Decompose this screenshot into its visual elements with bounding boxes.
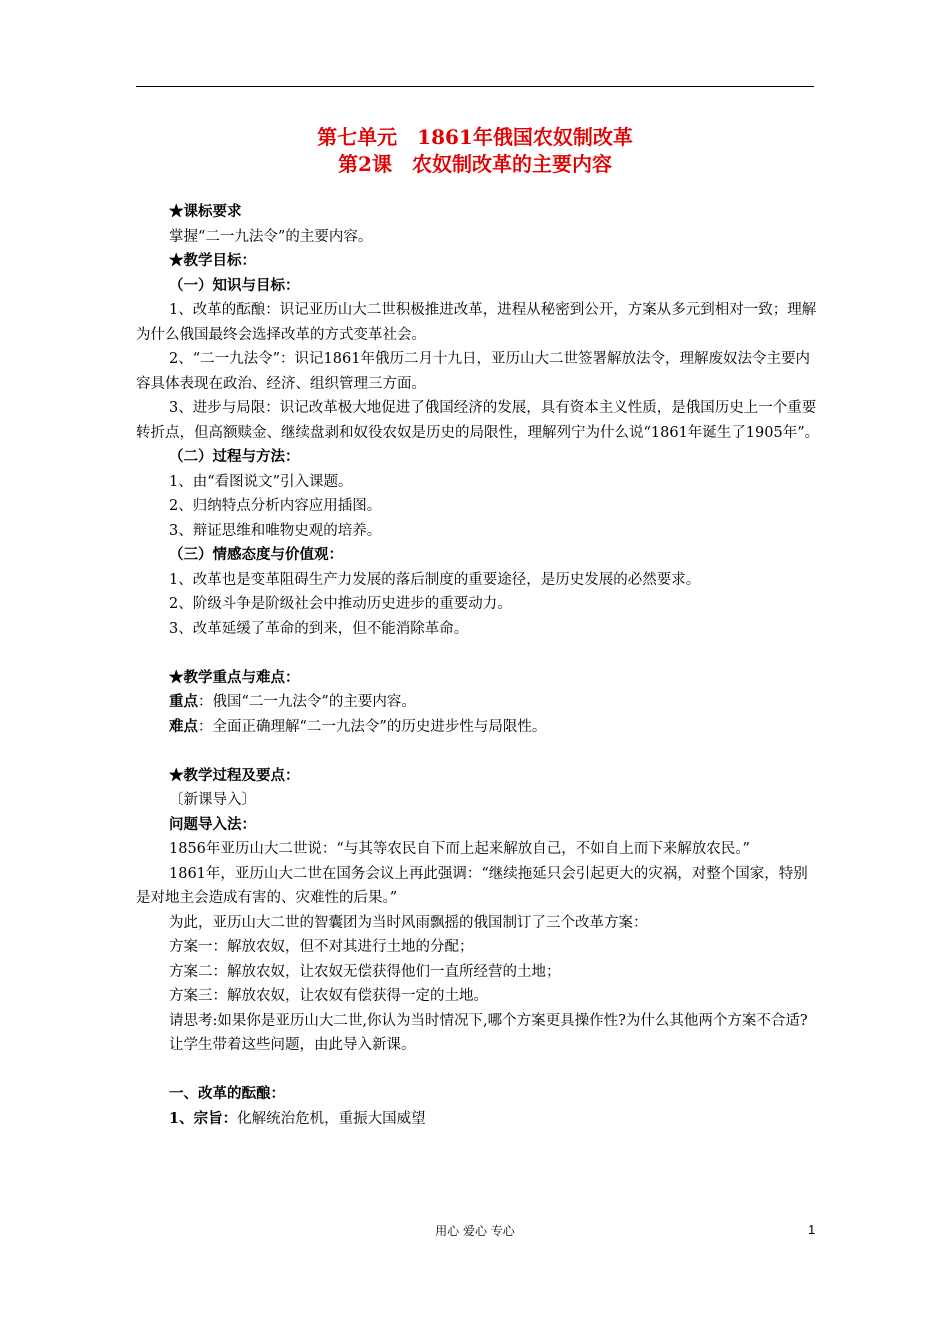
subheading-knowledge: （一）知识与目标： [169,276,300,294]
subheading-process: （二）过程与方法： [169,448,300,465]
section-heading-goals: ★教学目标： [169,252,256,269]
method-label: 问题导入法： [169,815,256,833]
plan-item: 方案二：解放农奴，让农奴无偿获得他们一直所经营的土地； [169,963,561,980]
key-text: ：俄国“二一九法令”的主要内容。 [198,694,416,710]
paragraph: 2、“二一九法令”：识记1861年俄历二月十九日，亚历山大二世签署解放法令，理解废奴法令主要内容具体表现在政治、经济、组织管理三方面。 [136,351,810,392]
difficult-point [136,715,820,740]
difficult-label: 难点 [169,717,198,735]
paragraph: 掌握“二一九法令”的主要内容。 [169,228,373,245]
paragraph: 请思考:如果你是亚历山大二世,你认为当时情况下,哪个方案更具操作性?为什么其他两个方案不合适? [169,1012,808,1029]
purpose-label: 1、宗旨： [169,1109,238,1127]
spacer [136,739,820,764]
paragraph: 为此，亚历山大二世的智囊团为当时风雨飘摇的俄国制订了三个改革方案： [169,914,648,931]
paragraph: 1、由“看图说文”引入课题。 [169,473,353,490]
subheading-values: （三）情感态度与价值观： [169,546,343,563]
paragraph: 1、改革也是变革阻碍生产力发展的落后制度的重要途径，是历史发展的必然要求。 [169,571,701,588]
page-number: 1 [808,1222,816,1237]
spacer [136,641,820,666]
paragraph [136,1107,820,1132]
purpose-text: 化解统治危机，重振大国威望 [237,1110,426,1127]
paragraph: 2、归纳特点分析内容应用插图。 [169,498,382,514]
header-rule [136,86,814,87]
page-footer: 用心 爱心 专心 [435,1224,515,1238]
section-heading-reform: 一、改革的酝酿： [169,1085,285,1102]
spacer [136,1058,820,1083]
paragraph: 1861年，亚历山大二世在国务会议上再此强调：“继续拖延只会引起更大的灾祸，对整个国家，特别是对地主会造成有害的、灾难性的后果。” [136,865,808,906]
key-point [136,690,820,715]
section-heading-keypoints: ★教学重点与难点： [169,668,300,686]
paragraph: 3、改革延缓了革命的到来，但不能消除革命。 [169,620,469,637]
paragraph: 〔新课导入〕 [169,792,256,808]
difficult-text: ：全面正确理解“二一九法令”的历史进步性与局限性。 [198,718,547,735]
document-body [136,200,820,1131]
section-heading-curriculum: ★课标要求 [169,203,242,220]
plan-item: 方案三：解放农奴，让农奴有偿获得一定的土地。 [169,988,488,1004]
paragraph: 1、改革的酝酿：识记亚历山大二世积极推进改革，进程从秘密到公开，方案从多元到相对一致；理解为什么俄国最终会选择改革的方式变革社会。 [136,302,817,343]
paragraph: 2、阶级斗争是阶级社会中推动历史进步的重要动力。 [169,596,512,612]
plan-item: 方案一：解放农奴，但不对其进行土地的分配； [169,939,474,955]
key-label: 重点 [169,693,198,710]
paragraph: 让学生带着这些问题，由此导入新课。 [169,1037,416,1053]
paragraph: 3、进步与局限：识记改革极大地促进了俄国经济的发展，具有资本主义性质，是俄国历史上一个重要转折点，但高额赎金、继续盘剥和奴役农奴是历史的局限性，理解列宁为什么说“1861年诞生了1905年”。 [136,400,820,441]
unit-title: 第七单元 1861年俄国农奴制改革 [317,125,633,149]
paragraph: 3、辩证思维和唯物史观的培养。 [169,522,382,539]
lesson-title: 第2课 农奴制改革的主要内容 [338,152,612,176]
paragraph: 1856年亚历山大二世说：“与其等农民自下而上起来解放自己，不如自上而下来解放农民。” [169,841,750,857]
section-heading-process: ★教学过程及要点： [169,766,300,784]
